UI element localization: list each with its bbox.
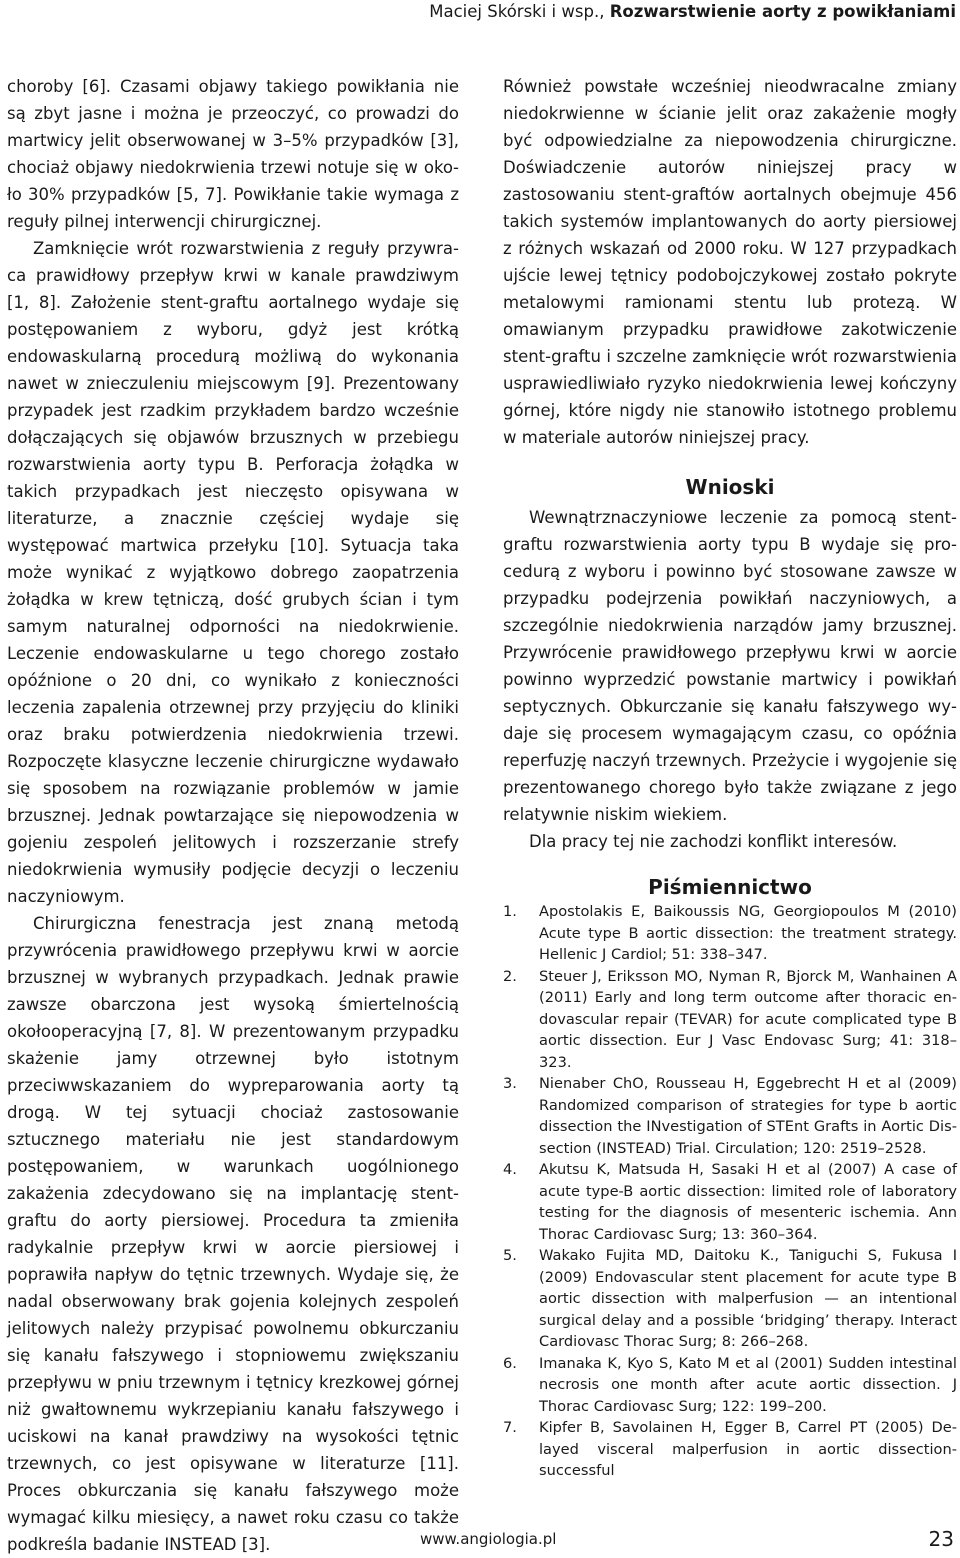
reference-text: Imanaka K, Kyo S, Kato M et al (2001) Sudden intestinal necrosis one month after acute aortic dissection. J Thorac Cardiovasc Surg; 122: 199–200. [539,1354,957,1415]
body-paragraph: Również powstałe wcześniej nieodwracalne zmiany niedokrwienne w ścianie jelit oraz zakażenie mogły być odpowiedzialne za niepowodzenia chirurgiczne. Doświadczenie autorów niniejszej pracy w zastosowaniu stent-graftów aortalnych obejmuje 456 takich systemów implantowanych do aorty piersiowej z różnych wskazań od 2000 roku. W 127 przypadkach ujście lewej tętnicy podobojczykowej zostało pokryte metalowymi ramionami stentu lub protezą. W omawianym przypadku prawidłowe zakotwiczenie stent-graftu i szczelne zamknięcie wrót rozwarstwienia usprawiedliwiało ryzyko niedokrwienia lewej kończyny górnej, które nigdy nie stanowiło istotnego problemu w materiale autorów niniejszej pracy. [503,77,957,447]
reference-text: Apostolakis E, Baikoussis NG, Georgiopoulos M (2010) Acute type B aortic dissection: the treatment strategy. Hellenic J Cardiol; 51: 338–347. [539,903,957,963]
header-title: Rozwarstwienie aorty z powikłaniami [609,2,956,21]
reference-text: Wakako Fujita MD, Daitoku K., Taniguchi S, Fukusa I (2009) Endovascular stent placement for acute type B aortic dissection with malperfusion — an intentional surgical delay and a possible ‘bridging’ therapy. Interact Cardiovasc Thorac Surg; 8: 266–268. [539,1247,957,1350]
reference-item [503,1073,957,1159]
reference-text: Akutsu K, Matsuda H, Sasaki H et al (2007) A case of acute type-B aortic dissection: limited role of laboratory testing for the diagnosis of mesenteric ischemia. Ann Thorac Cardiovasc Surg; 13: 360–364. [539,1161,957,1243]
references-list [503,901,957,1482]
journal-url: www.angiologia.pl [420,1530,557,1548]
right-column [503,73,957,1482]
running-header [0,0,960,22]
reference-item [503,901,957,966]
reference-number: 7. [503,1419,517,1436]
reference-number: 3. [503,1075,517,1092]
reference-number: 5. [503,1247,517,1264]
left-column [7,73,459,1558]
reference-number: 1. [503,903,517,920]
header-authors: Maciej Skórski i wsp., [429,2,605,21]
body-paragraph: Chirurgiczna fenestracja jest znaną metodą przywrócenia prawidłowego przepływu krwi w aorcie brzusznej w wybranych przypadkach. Jednak prawie zawsze obarczona jest wysoką śmiertelnością okołooperacyjną [7, 8]. W prezentowanym przypadku skażenie jamy otrzewnej było istotnym przeciwwskazaniem do wypreparowania aorty tą drogą. W tej sytuacji chociaż zastosowanie sztucznego materiału nie jest standardowym postępowaniem, w warunkach uogólnionego zakażenia zdecydowano się na implantację stent-graftu do aorty piersiowej. Procedura ta zmieniła radykalnie przepływ krwi w aorcie piersiowej i poprawiła napływ do tętnic trzewnych. Wydaje się, że nadal obserwowany brak gojenia kolejnych zespoleń jelitowych należy przypisać powolnemu obkurczaniu się kanału fałszywego i stopniowemu zwiększaniu przepływu w pniu trzewnym i tętnicy krezkowej górnej niż gwałtownemu wykrzepianiu kanału fałszywego i uciskowi na kanał prawdziwy na wysokości tętnic trzewnych, co jest opisywane w literaturze [11]. Proces obkurczania się kanału fałszywego może wymagać kilku miesięcy, a nawet roku czasu co także podkreśla badanie INSTEAD [3]. [7,914,459,1554]
conflict-of-interest-statement: Dla pracy tej nie zachodzi konflikt interesów. [529,832,898,851]
body-paragraph: choroby [6]. Czasami objawy takiego powikłania nie są zbyt jasne i można je przeoczyć, co prowadzi do martwicy jelit obserwowanej w 3–5% przypadków [3], chociaż objawy niedokrwienia trzewi notuje się w około 30% przypadków [5, 7]. Powikłanie takie wymaga z reguły pilnej interwencji chirurgicznej. [7,77,459,231]
reference-number: 6. [503,1354,517,1372]
reference-text: Kipfer B, Savolainen H, Egger B, Carrel PT (2005) Delayed visceral malperfusion in aortic dissection-successful [539,1419,957,1479]
reference-number: 2. [503,967,517,985]
references-heading: Piśmiennictwo [648,875,812,899]
conclusions-paragraph: Wewnątrznaczyniowe leczenie za pomocą stent-graftu rozwarstwienia aorty typu B wydaje się procedurą z wyboru i powinno być stosowane zawsze w przypadku podejrzenia powikłań naczyniowych, a szczególnie niedokrwienia narządów jamy brzusznej. Przywrócenie prawidłowego przepływu krwi w aorcie powinno wyprzedzić powstanie martwicy i powikłań septycznych. Obkurczanie się kanału fałszywego wydaje się procesem wymagającym czasu, co opóźnia reperfuzję naczyń trzewnych. Przeżycie i wygojenie się prezentowanego chorego było także związane z jego relatywnie niskim wiekiem. [503,508,957,824]
reference-item [503,1417,957,1482]
page-number: 23 [928,1527,954,1551]
conclusions-heading: Wnioski [685,475,775,499]
reference-text: Nienaber ChO, Rousseau H, Eggebrecht H et al (2009) Randomized comparison of strategies for type b aortic dissection the INvestigation of STEnt Grafts in Aortic Dissection (INSTEAD) Trial. Circulation; 120: 2519–2528. [539,1075,957,1157]
body-paragraph: Zamknięcie wrót rozwarstwienia z reguły przywraca prawidłowy przepływ krwi w kanale prawdziwym [1, 8]. Założenie stent-graftu aortalnego wydaje się postępowaniem z wyboru, gdyż jest krótką endowaskularną procedurą możliwą do wykonania nawet w znieczuleniu miejscowym [9]. Prezentowany przypadek jest rzadkim przykładem bardzo wcześnie dołączających się objawów brzusznych w przebiegu rozwarstwienia aorty typu B. Perforacja żołądka w takich przypadkach jest nieczęsto opisywana w literaturze, a znacznie częściej wydaje się występować martwica przełyku [10]. Sytuacja taka może wynikać z wyjątkowo dobrego zaopatrzenia żołądka w krew tętniczą, dość grubych ścian i tym samym naturalnej odporności na niedokrwienie. Leczenie endowaskularne u tego chorego zostało opóźnione o 20 dni, co wynikało z konieczności leczenia zapalenia otrzewnej przy przyjęciu do kliniki oraz braku potwierdzenia niedokrwienia trzewi. Rozpoczęte klasyczne leczenie chirurgiczne wydawało się sposobem na rozwiązanie problemów w jamie brzusznej. Jednak powtarzające się niepowodzenia w gojeniu zespoleń jelitowych i rozszerzanie strefy niedokrwienia wymusiły podjęcie decyzji o leczeniu naczyniowym. [7,239,459,906]
reference-number: 4. [503,1161,517,1178]
reference-item [503,1353,957,1418]
reference-item [503,1245,957,1353]
reference-text: Steuer J, Eriksson MO, Nyman R, Bjorck M, Wanhainen A (2011) Early and long term outcome after thoracic endovascular repair (TEVAR) for acute complicated type B aortic dissection. Eur J Vasc Endovasc Surg; 41: 318–323. [539,967,957,1071]
reference-item [503,1159,957,1245]
reference-item [503,966,957,1074]
